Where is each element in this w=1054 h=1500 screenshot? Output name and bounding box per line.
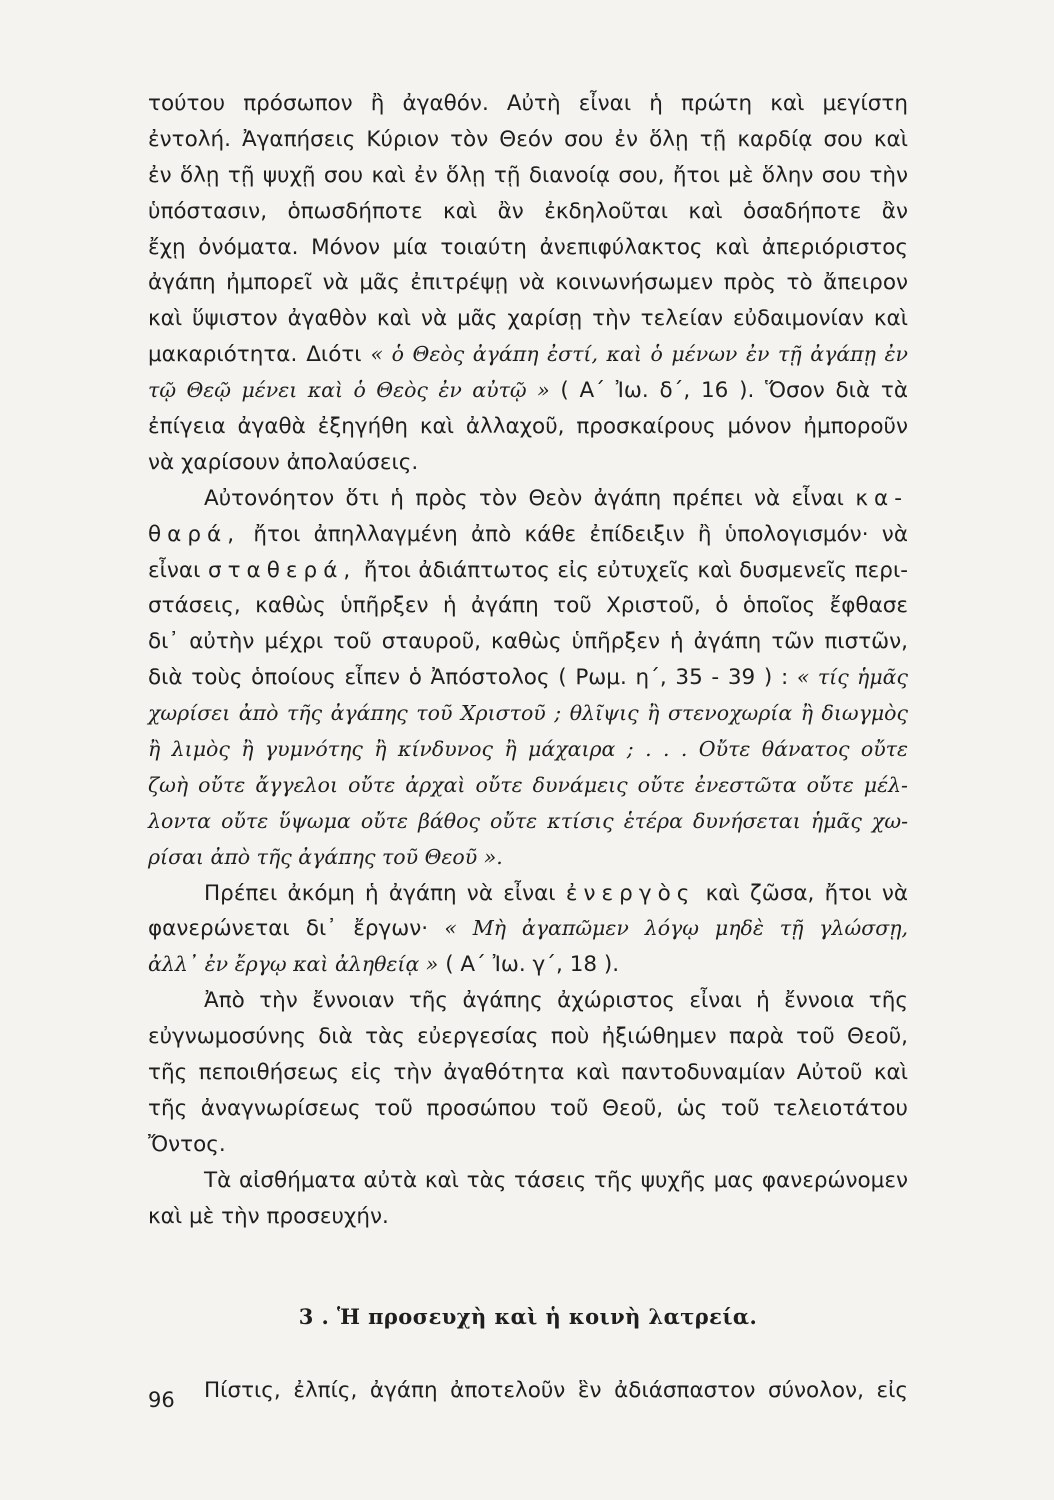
text-line	[148, 911, 908, 947]
text-line	[148, 947, 908, 983]
emphasis-word: θαρά,	[148, 521, 241, 547]
scripture-quote-line: λοντα οὔτε ὕψωμα οὔτε βάθος οὔτε κτίσις ἑτέρα δυνήσεται ἡμᾶς χω-	[148, 808, 908, 833]
text-line: Τὰ αἰσθήματα αὐτὰ καὶ τὰς τάσεις τῆς ψυχῆς μας φανερώνομεν	[204, 1167, 908, 1193]
text-line: ἐντολή. Ἀγαπήσεις Κύριον τὸν Θεόν σου ἐν ὅλῃ τῇ καρδίᾳ σου καὶ	[148, 126, 908, 152]
scripture-quote: « ὁ Θεὸς ἀγάπη ἐστί, καὶ ὁ μένων ἐν τῇ ἀγάπῃ ἐν	[370, 342, 908, 367]
text-line: ἐπίγεια ἀγαθὰ ἐξηγήθη καὶ ἀλλαχοῦ, προσκαίρους μόνον ἠμποροῦν	[148, 414, 908, 440]
text-line	[148, 337, 908, 373]
text-line: νὰ χαρίσουν ἀπολαύσεις.	[148, 449, 419, 475]
scripture-reference: ( Α΄ Ἰω. γ΄, 18 ).	[445, 952, 620, 978]
scripture-quote: « Μὴ ἀγαπῶμεν λόγῳ μηδὲ τῇ γλώσσῃ,	[444, 916, 908, 941]
scripture-quote-line: χωρίσει ἀπὸ τῆς ἀγάπης τοῦ Χριστοῦ ; θλῖψις ἢ στενοχωρία ἢ διωγμὸς	[148, 701, 908, 726]
text-line	[148, 553, 908, 589]
emphasis-word: σταθερά,	[207, 557, 357, 583]
scripture-quote-line: ζωὴ οὔτε ἄγγελοι οὔτε ἀρχαὶ οὔτε δυνάμεις οὔτε ἐνεστῶτα οὔτε μέλ-	[148, 772, 908, 797]
scripture-reference: ( Α΄ Ἰω. δ΄, 16 ). Ὅσον διὰ τὰ	[560, 378, 908, 404]
scripture-quote-line: ρίσαι ἀπὸ τῆς ἀγάπης τοῦ Θεοῦ ».	[148, 844, 503, 869]
text-segment: Πρέπει ἀκόμη ἡ ἀγάπη νὰ εἶναι	[204, 880, 556, 906]
text-line: εὐγνωμοσύνης διὰ τὰς εὐεργεσίας ποὺ ἠξιώθημεν παρὰ τοῦ Θεοῦ,	[148, 1024, 908, 1050]
page-number: 96	[148, 1388, 175, 1412]
text-line	[148, 373, 908, 409]
text-line: Ὄντος.	[148, 1131, 226, 1157]
text-line	[148, 660, 908, 696]
text-line: ὑπόστασιν, ὁπωσδήποτε καὶ ἂν ἐκδηλοῦται καὶ ὁσαδήποτε ἂν	[148, 198, 908, 224]
text-segment: μακαριότητα. Διότι	[148, 342, 362, 368]
text-line	[148, 481, 908, 517]
text-line: στάσεις, καθὼς ὑπῆρξεν ἡ ἀγάπη τοῦ Χριστοῦ, ὁ ὁποῖος ἔφθασε	[148, 593, 908, 619]
text-line: Ἀπὸ τὴν ἔννοιαν τῆς ἀγάπης ἀχώριστος εἶναι ἡ ἔννοια τῆς	[204, 988, 908, 1014]
text-segment: εἶναι	[148, 557, 201, 583]
section-heading: 3 . Ἡ προσευχὴ καὶ ἡ κοινὴ λατρεία.	[298, 1303, 758, 1329]
text-segment: ἤτοι ἀδιάπτωτος εἰς εὐτυχεῖς καὶ δυσμενεῖς περι-	[363, 557, 908, 583]
text-line: δι᾽ αὐτὴν μέχρι τοῦ σταυροῦ, καθὼς ὑπῆρξεν ἡ ἀγάπη τῶν πιστῶν,	[148, 629, 908, 655]
scripture-quote-line: ἢ λιμὸς ἢ γυμνότης ἢ κίνδυνος ἢ μάχαιρα ; . . . Οὔτε θάνατος οὔτε	[148, 737, 908, 762]
text-line: τούτου πρόσωπον ἢ ἀγαθόν. Αὐτὴ εἶναι ἡ πρώτη καὶ μεγίστη	[148, 91, 908, 116]
text-line	[148, 876, 908, 912]
text-segment: ἤτοι ἀπηλλαγμένη ἀπὸ κάθε ἐπίδειξιν ἢ ὑπολογισμόν· νὰ	[253, 521, 908, 547]
scripture-quote: ἀλλ᾽ ἐν ἔργῳ καὶ ἀληθείᾳ »	[148, 952, 439, 977]
text-line: ἐν ὅλῃ τῇ ψυχῇ σου καὶ ἐν ὅλῃ τῇ διανοίᾳ σου, ἤτοι μὲ ὅλην σου τὴν	[148, 162, 908, 188]
emphasis-word: ἐνεργὸς	[565, 880, 696, 906]
text-line: Πίστις, ἐλπίς, ἀγάπη ἀποτελοῦν ἓν ἀδιάσπαστον σύνολον, εἰς	[204, 1377, 908, 1403]
scripture-quote: « τίς ἡμᾶς	[796, 665, 908, 690]
scripture-quote: τῷ Θεῷ μένει καὶ ὁ Θεὸς ἐν αὐτῷ »	[148, 378, 550, 403]
body-text	[148, 86, 908, 1408]
text-segment: φανερώνεται δι᾽ ἔργων·	[148, 916, 429, 942]
text-line	[148, 517, 908, 553]
scripture-reference: διὰ τοὺς ὁποίους εἶπεν ὁ Ἀπόστολος ( Ρωμ. η΄, 35 - 39 ) :	[148, 665, 789, 691]
text-line: τῆς πεποιθήσεως εἰς τὴν ἀγαθότητα καὶ παντοδυναμίαν Αὐτοῦ καὶ	[148, 1060, 908, 1086]
text-line: τῆς ἀναγνωρίσεως τοῦ προσώπου τοῦ Θεοῦ, ὡς τοῦ τελειοτάτου	[148, 1095, 908, 1121]
text-segment: Αὐτονόητον ὅτι ἡ πρὸς τὸν Θεὸν ἀγάπη πρέπει νὰ εἶναι	[204, 485, 844, 511]
text-line: καὶ μὲ τὴν προσευχήν.	[148, 1203, 389, 1229]
text-line: καὶ ὕψιστον ἀγαθὸν καὶ νὰ μᾶς χαρίσῃ τὴν τελείαν εὐδαιμονίαν καὶ	[148, 306, 908, 332]
text-line: ἔχῃ ὀνόματα. Μόνον μία τοιαύτη ἀνεπιφύλακτος καὶ ἀπεριόριστος	[148, 234, 908, 260]
text-segment: καὶ ζῶσα, ἤτοι νὰ	[705, 880, 908, 906]
text-line: ἀγάπη ἠμπορεῖ νὰ μᾶς ἐπιτρέψῃ νὰ κοινωνήσωμεν πρὸς τὸ ἄπειρον	[148, 270, 908, 296]
emphasis-word: κα-	[855, 485, 909, 511]
